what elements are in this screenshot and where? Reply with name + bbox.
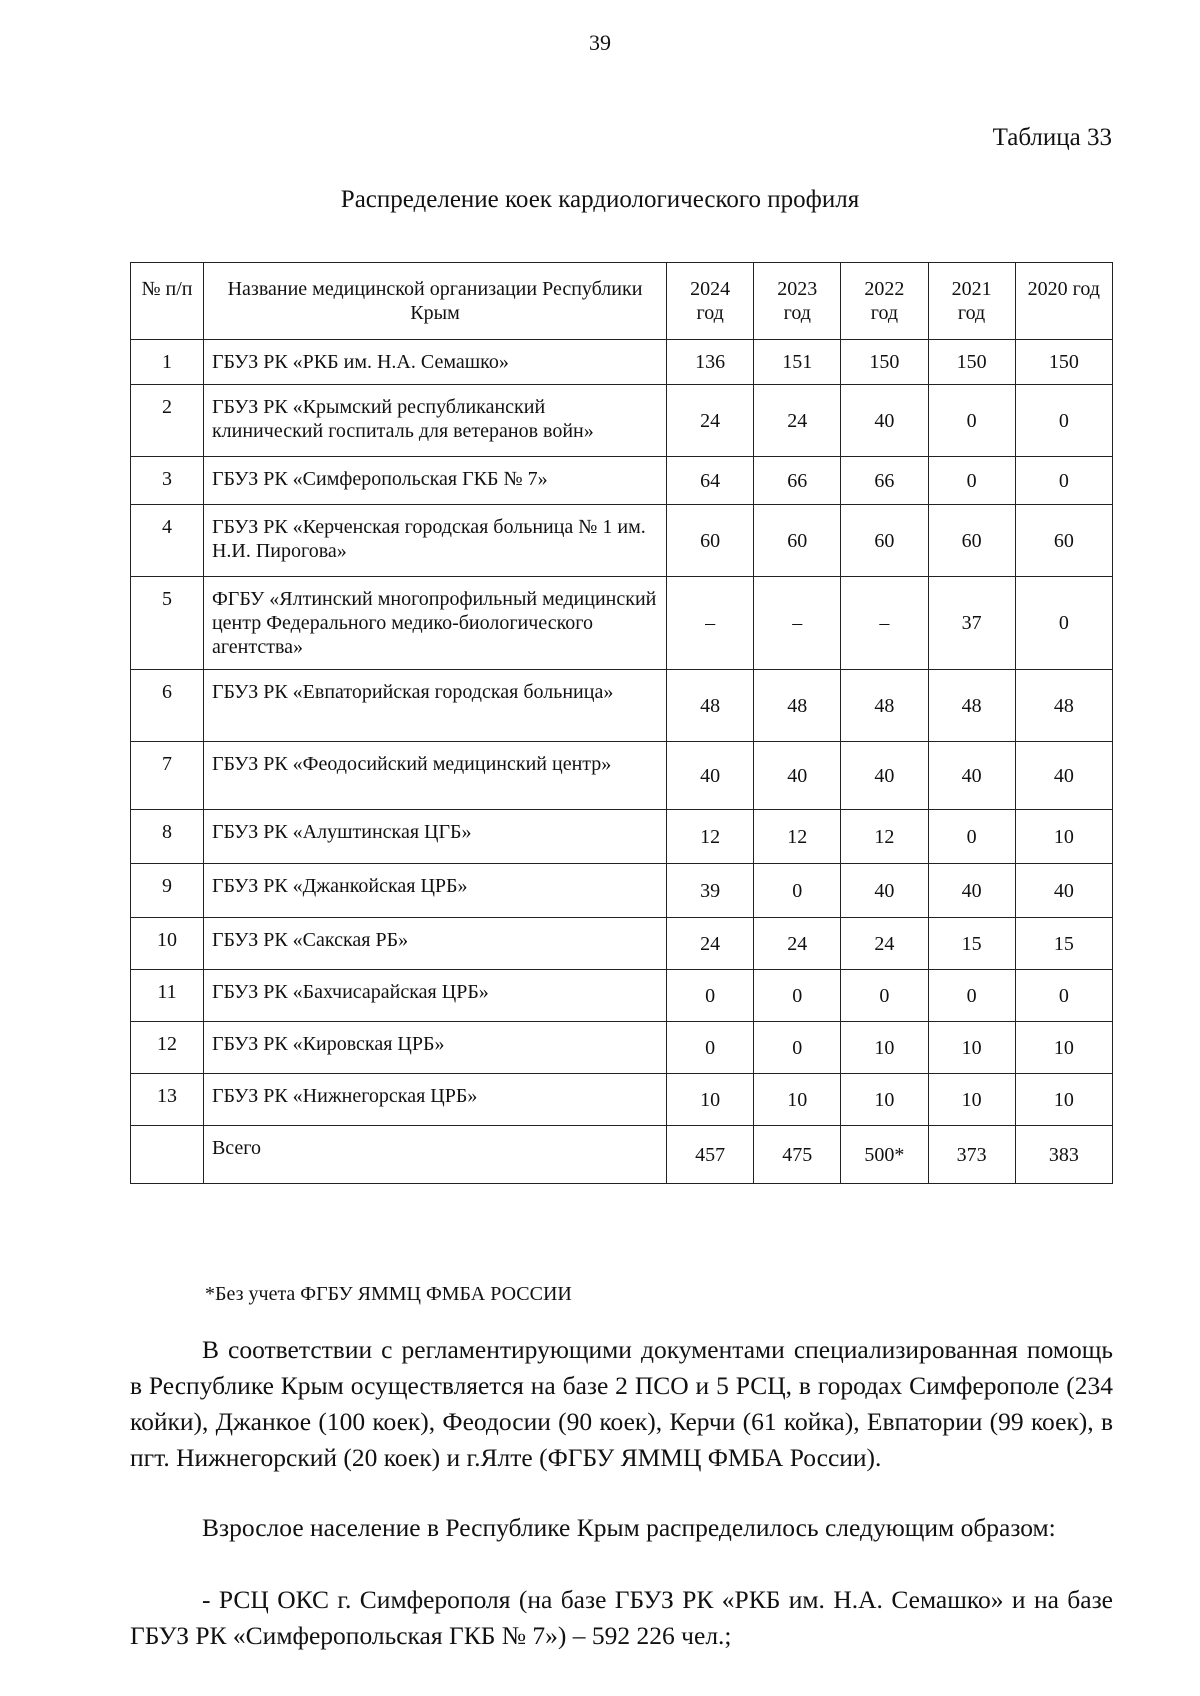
bed-count: 66 <box>754 457 841 505</box>
header-year: 2022 год <box>841 263 928 340</box>
bed-count: 150 <box>841 340 928 385</box>
row-number: 2 <box>131 385 204 457</box>
organization-name: ГБУЗ РК «Кировская ЦРБ» <box>203 1022 666 1074</box>
header-year: 2023 год <box>754 263 841 340</box>
table-row <box>131 1074 1113 1126</box>
table-row <box>131 810 1113 864</box>
row-number: 10 <box>131 918 204 970</box>
header-num: № п/п <box>131 263 204 340</box>
bed-count: 40 <box>1015 742 1112 810</box>
bed-count: 10 <box>1015 1022 1112 1074</box>
organization-name: ГБУЗ РК «Евпаторийская городская больница» <box>203 670 666 742</box>
bed-count: 24 <box>754 918 841 970</box>
bed-count: 0 <box>1015 385 1112 457</box>
organization-name: ФГБУ «Ялтинский многопрофильный медицинский центр Федерального медико-биологического агентства» <box>203 577 666 670</box>
bed-count: 150 <box>1015 340 1112 385</box>
bed-count: 48 <box>1015 670 1112 742</box>
organization-name: ГБУЗ РК «Феодосийский медицинский центр» <box>203 742 666 810</box>
table-body <box>131 340 1113 1184</box>
bed-count: 0 <box>928 810 1015 864</box>
bed-count: 12 <box>841 810 928 864</box>
table-row <box>131 385 1113 457</box>
row-number: 5 <box>131 577 204 670</box>
bed-count: 0 <box>841 970 928 1022</box>
bed-count: 0 <box>1015 577 1112 670</box>
organization-name: ГБУЗ РК «РКБ им. Н.А. Семашко» <box>203 340 666 385</box>
bed-count: 383 <box>1015 1126 1112 1184</box>
bed-count: 0 <box>754 864 841 918</box>
bed-count: 60 <box>1015 505 1112 577</box>
row-number: 8 <box>131 810 204 864</box>
row-number: 1 <box>131 340 204 385</box>
row-number: 6 <box>131 670 204 742</box>
bed-count: 24 <box>667 385 754 457</box>
table-row <box>131 864 1113 918</box>
bed-count: 475 <box>754 1126 841 1184</box>
table-row <box>131 918 1113 970</box>
bed-count: 10 <box>928 1074 1015 1126</box>
row-number: 13 <box>131 1074 204 1126</box>
organization-name: ГБУЗ РК «Сакская РБ» <box>203 918 666 970</box>
bed-count: 60 <box>754 505 841 577</box>
bed-count: 0 <box>928 970 1015 1022</box>
bed-count: 39 <box>667 864 754 918</box>
bed-count: 15 <box>1015 918 1112 970</box>
organization-name: ГБУЗ РК «Джанкойская ЦРБ» <box>203 864 666 918</box>
paragraph: В соответствии с регламентирующими документами специализированная помощь в Республике Крым осуществляется на базе 2 ПСО и 5 РСЦ, в городах Симферополе (234 койки), Джанкое (100 коек), Феодосии (90 коек), Керчи (61 койка), Евпатории (99 коек), в пгт. Нижнегорский (20 коек) и г.Ялте (ФГБУ ЯММЦ ФМБА России). <box>130 1335 1113 1472</box>
table-row <box>131 340 1113 385</box>
organization-name: ГБУЗ РК «Нижнегорская ЦРБ» <box>203 1074 666 1126</box>
bed-count: – <box>841 577 928 670</box>
bed-count: 64 <box>667 457 754 505</box>
bed-count: 0 <box>1015 970 1112 1022</box>
organization-name: ГБУЗ РК «Керченская городская больница № 1 им. Н.И. Пирогова» <box>203 505 666 577</box>
bed-count: 48 <box>667 670 754 742</box>
bed-count: 15 <box>928 918 1015 970</box>
bed-count: 10 <box>1015 810 1112 864</box>
table-row <box>131 742 1113 810</box>
bed-count: 10 <box>667 1074 754 1126</box>
row-number: 12 <box>131 1022 204 1074</box>
bed-count: 40 <box>928 742 1015 810</box>
bed-count: 40 <box>841 385 928 457</box>
bed-count: 0 <box>928 385 1015 457</box>
bed-count: 24 <box>841 918 928 970</box>
bed-count: 24 <box>754 385 841 457</box>
bed-count: 37 <box>928 577 1015 670</box>
total-row <box>131 1126 1113 1184</box>
bed-count: 60 <box>928 505 1015 577</box>
bed-count: 10 <box>841 1022 928 1074</box>
bed-count: 12 <box>754 810 841 864</box>
row-number <box>131 1126 204 1184</box>
bed-count: 136 <box>667 340 754 385</box>
bed-count: 40 <box>928 864 1015 918</box>
row-number: 3 <box>131 457 204 505</box>
paragraph: Взрослое население в Республике Крым распределилось следующим образом: <box>202 1513 1056 1542</box>
header-year: 2020 год <box>1015 263 1112 340</box>
bed-count: 48 <box>841 670 928 742</box>
bed-count: 0 <box>667 1022 754 1074</box>
header-year: 2021 год <box>928 263 1015 340</box>
bed-count: 500* <box>841 1126 928 1184</box>
bed-count: – <box>667 577 754 670</box>
bed-count: 10 <box>841 1074 928 1126</box>
bed-count: 150 <box>928 340 1015 385</box>
bed-count: 48 <box>928 670 1015 742</box>
bed-count: 10 <box>928 1022 1015 1074</box>
bed-count: 151 <box>754 340 841 385</box>
bed-count: 48 <box>754 670 841 742</box>
bed-count: 0 <box>754 1022 841 1074</box>
organization-name: ГБУЗ РК «Алуштинская ЦГБ» <box>203 810 666 864</box>
bed-count: 40 <box>754 742 841 810</box>
row-number: 4 <box>131 505 204 577</box>
table-header-row <box>131 263 1113 340</box>
table-label: Таблица 33 <box>992 124 1112 151</box>
bed-count: 0 <box>667 970 754 1022</box>
bed-count: 40 <box>841 864 928 918</box>
row-number: 7 <box>131 742 204 810</box>
table-row <box>131 505 1113 577</box>
table-title: Распределение коек кардиологического профиля <box>340 186 860 213</box>
table-row <box>131 577 1113 670</box>
organization-name: ГБУЗ РК «Бахчисарайская ЦРБ» <box>203 970 666 1022</box>
bed-count: 40 <box>841 742 928 810</box>
footnote: *Без учета ФГБУ ЯММЦ ФМБА РОССИИ <box>205 1283 572 1305</box>
bed-count: 66 <box>841 457 928 505</box>
page-number: 39 <box>589 30 611 55</box>
paragraph: - РСЦ ОКС г. Симферополя (на базе ГБУЗ РК «РКБ им. Н.А. Семашко» и на базе ГБУЗ РК «Симферопольская ГКБ № 7») – 592 226 чел.; <box>130 1585 1113 1650</box>
bed-count: 10 <box>754 1074 841 1126</box>
bed-count: 60 <box>841 505 928 577</box>
bed-count: 0 <box>1015 457 1112 505</box>
bed-count: 40 <box>1015 864 1112 918</box>
bed-count: 40 <box>667 742 754 810</box>
table-row <box>131 1022 1113 1074</box>
bed-count: 10 <box>1015 1074 1112 1126</box>
organization-name: Всего <box>203 1126 666 1184</box>
table-row <box>131 457 1113 505</box>
row-number: 9 <box>131 864 204 918</box>
header-year: 2024 год <box>667 263 754 340</box>
bed-count: 12 <box>667 810 754 864</box>
table-row <box>131 670 1113 742</box>
table-row <box>131 970 1113 1022</box>
header-org: Название медицинской организации Республики Крым <box>203 263 666 340</box>
beds-table <box>130 262 1113 1184</box>
bed-count: – <box>754 577 841 670</box>
row-number: 11 <box>131 970 204 1022</box>
organization-name: ГБУЗ РК «Крымский республиканский клинический госпиталь для ветеранов войн» <box>203 385 666 457</box>
organization-name: ГБУЗ РК «Симферопольская ГКБ № 7» <box>203 457 666 505</box>
bed-count: 24 <box>667 918 754 970</box>
bed-count: 373 <box>928 1126 1015 1184</box>
bed-count: 457 <box>667 1126 754 1184</box>
bed-count: 0 <box>754 970 841 1022</box>
bed-count: 60 <box>667 505 754 577</box>
bed-count: 0 <box>928 457 1015 505</box>
